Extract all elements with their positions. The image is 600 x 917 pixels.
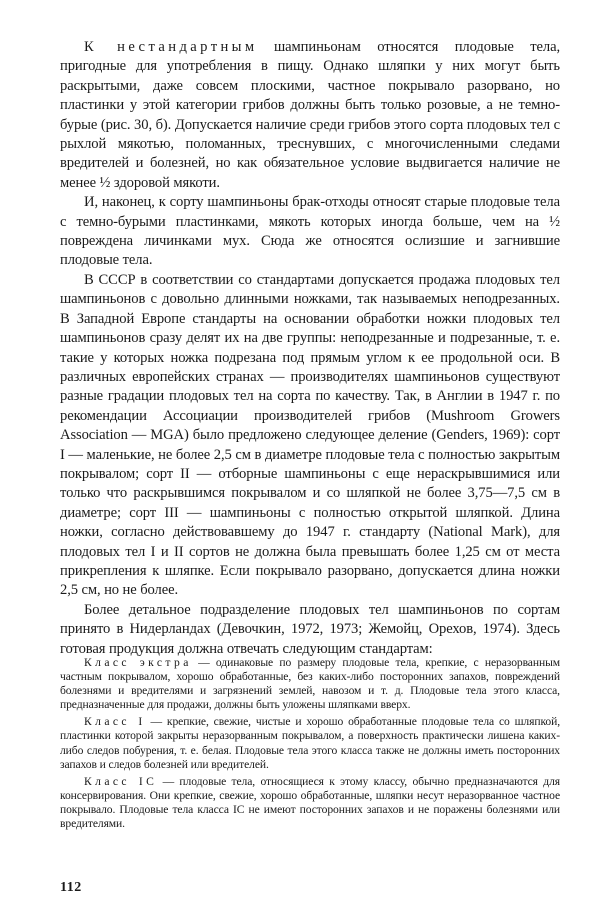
- class-extra-text: — одинаковые по размеру плодовые тела, крепкие, с неразорванным частным покрывалом, хорошо обработанные, без каких-либо посторонних запахов, повреждений болезнями и вредителями и загрязнений землей, навозом и т. д. Плодовые тела этого класса, предназначенные для продажи, должны быть уложены шляпками вверх.: [60, 656, 560, 712]
- class-1-name: Класс I: [84, 715, 146, 729]
- page-number: 112: [60, 880, 82, 895]
- standards-list: [60, 656, 560, 834]
- paragraph-2: [60, 193, 560, 271]
- paragraph-1: [60, 38, 560, 193]
- class-1c: [60, 775, 560, 831]
- class-extra: [60, 656, 560, 712]
- paragraph-4: [60, 601, 560, 659]
- class-1c-name: Класс IC: [84, 774, 158, 788]
- paragraph-3-text: В СССР в соответствии со стандартами допускается продажа плодовых тел шампиньонов с довольно длинными ножками, так называемых неподрезанных. В Западной Европе стандарты на основании обработки ножки плодовых тел шампиньонов сразу делят их на две группы: неподрезанные и подрезанные, т. е. такие у которых ножка подрезана под прямым углом к ее продольной оси. В различных европейских странах — производителях шампиньонов существуют разные градации плодовых тел на сорта по качеству. Так, в Англии в 1947 г. по рекомендации Ассоциации производителей грибов (Mushroom Growers Association — MGA) было предложено следующее деление (Genders, 1969): сорт I — маленькие, не более 2,5 см в диаметре плодовые тела с полностью закрытым покрывалом; сорт II — отборные шампиньоны с еще нераскрывшимися или только что раскрывшимся покрывалом и со шляпкой не более 3,75—7,5 см в диаметре; сорт III — шампиньоны с полностью открытой шляпкой. Длина ножки, согласно действовавшему до 1947 г. стандарту (National Mark), для плодовых тел I и II сортов не должна была превышать более 1,25 см от места прикрепления к шляпке. Если покрывало разорвано, допускается длина ножки 2,5 см, но не более.: [60, 271, 560, 599]
- paragraph-1-text: шампиньонам относятся плодовые тела, пригодные для употребления в пищу. Однако шляпки у них могут быть раскрытыми, даже совсем плоскими, частное покрывало разорвано, но пластинки у этой категории грибов должны быть только розовые, а не темно-бурые (рис. 30, б). Допускается наличие среди грибов этого сорта плодовых тел с рыхлой мякотью, поломанных, треснувших, с многочисленными следами вредителей и болезней, но как обязательное условие выдвигается наличие не менее ½ здоровой мякоти.: [60, 39, 561, 191]
- class-extra-name: Класс экстра: [84, 656, 192, 669]
- paragraph-3: [60, 271, 560, 601]
- main-text: [60, 38, 560, 659]
- class-1c-text: — плодовые тела, относящиеся к этому классу, обычно предназначаются для консервирования. Они крепкие, свежие, хорошо обработанные, шляпки несут неразорванное частное покрывало. Плодовые тела класса IC не имеют посторонних запахов и не поражены болезнями или вредителями.: [60, 774, 560, 831]
- term-nonstandard: К нестандартным: [84, 39, 258, 55]
- class-1-text: — крепкие, свежие, чистые и хорошо обработанные плодовые тела со шляпкой, пластинки которой закрыты неразорванным покрывалом, а поверхность практически лишена каких-либо следов побурения, т. е. белая. Плодовые тела этого класса также не должны иметь посторонних запахов и следов болезней или вредителей.: [60, 715, 560, 771]
- paragraph-2-text: И, наконец, к сорту шампиньоны брак-отходы относят старые плодовые тела с темно-бурыми пластинками, мякоть которых иногда больше, чем на ½ повреждена личинками мух. Сюда же относятся ослизшие и загнившие плодовые тела.: [60, 194, 560, 269]
- class-1: [60, 715, 560, 771]
- paragraph-4-text: Более детальное подразделение плодовых тел шампиньонов по сортам принято в Нидерландах (Девочкин, 1972, 1973; Жемойц, Орехов, 1974). Здесь готовая продукция должна отвечать следующим стандартам:: [60, 601, 560, 657]
